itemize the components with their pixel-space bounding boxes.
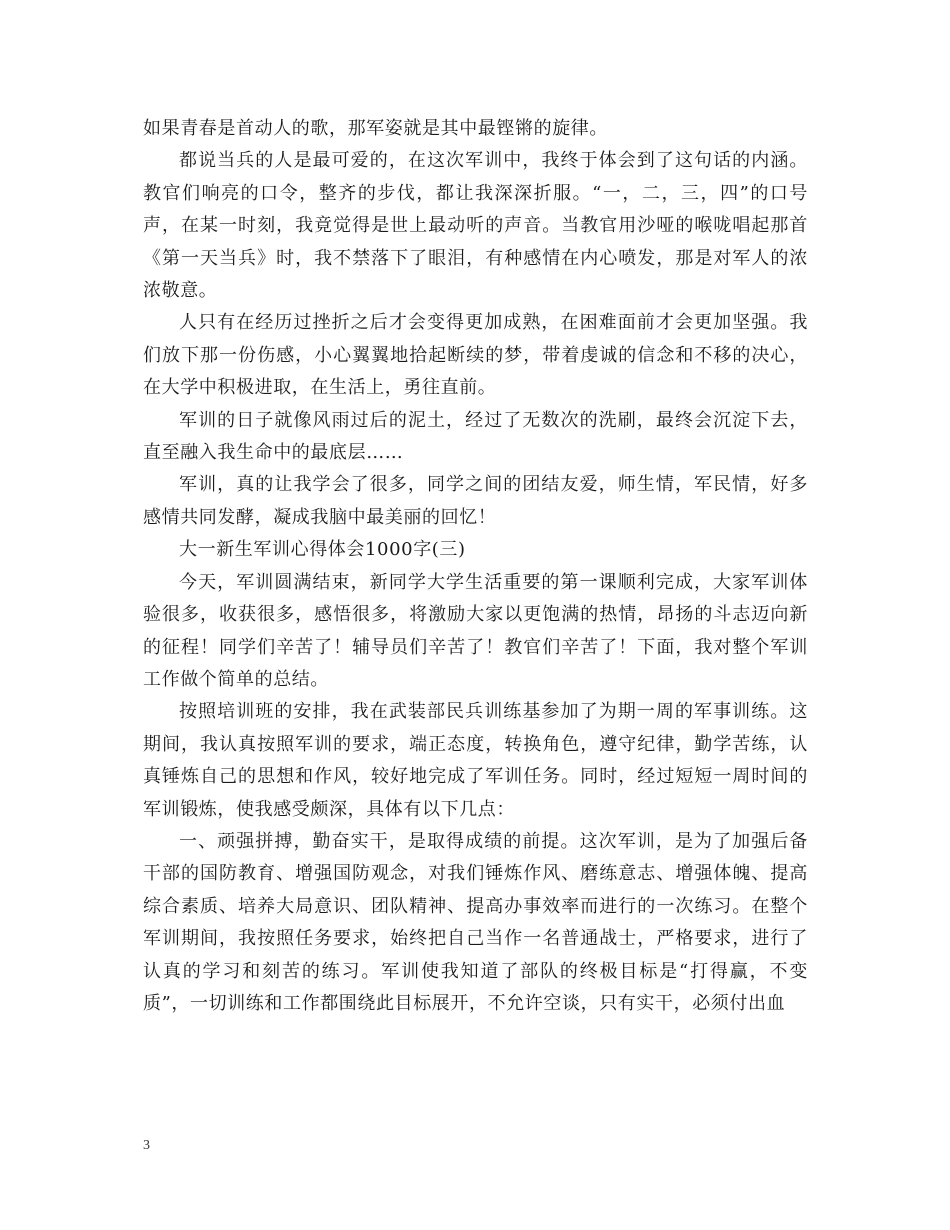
paragraph-3: 人只有在经历过挫折之后才会变得更加成熟，在困难面前才会更加坚强。我们放下那一份伤感，小心翼翼地拾起断续的梦，带着虔诚的信念和不移的决心，在大学中积极进取，在生活上，勇往直前。 <box>143 312 808 399</box>
page-number: 3 <box>143 1138 150 1153</box>
paragraph-5: 军训，真的让我学会了很多，同学之间的团结友爱，师生情，军民情，好多感情共同发酵，凝成我脑中最美丽的回忆！ <box>143 474 808 528</box>
paragraph-2: 都说当兵的人是最可爱的，在这次军训中，我终于体会到了这句话的内涵。教官们响亮的口令，整齐的步伐，都让我深深折服。“一，二，三，四”的口号声，在某一时刻，我竟觉得是世上最动听的声音。当教官用沙哑的喉咙唱起那首《第一天当兵》时，我不禁落下了眼泪，有种感情在内心喷发，那是对军人的浓浓敬意。 <box>143 150 808 302</box>
section-heading: 大一新生军训心得体会1000字(三) <box>179 539 466 561</box>
paragraph-6: 今天，军训圆满结束，新同学大学生活重要的第一课顺利完成，大家军训体验很多，收获很多，感悟很多，将激励大家以更饱满的热情，昂扬的斗志迈向新的征程！同学们辛苦了！辅导员们辛苦了！教官们辛苦了！下面，我对整个军训工作做个简单的总结。 <box>143 571 808 690</box>
paragraph-1: 如果青春是首动人的歌，那军姿就是其中最铿锵的旋律。 <box>143 118 608 139</box>
paragraph-8: 一、顽强拼搏，勤奋实干，是取得成绩的前提。这次军训，是为了加强后备干部的国防教育、增强国防观念，对我们锤炼作风、磨练意志、增强体魄、提高综合素质、培养大局意识、团队精神、提高办事效率而进行的一次练习。在整个军训期间，我按照任务要求，始终把自己当作一名普通战士，严格要求，进行了认真的学习和刻苦的练习。军训使我知道了部队的终极目标是“打得赢，不变质”，一切训练和工作都围绕此目标展开，不允许空谈，只有实干，必须付出血 <box>143 830 808 1014</box>
paragraph-4: 军训的日子就像风雨过后的泥土，经过了无数次的洗刷，最终会沉淀下去，直至融入我生命中的最底层…… <box>143 409 808 464</box>
paragraph-7: 按照培训班的安排，我在武装部民兵训练基参加了为期一周的军事训练。这期间，我认真按照军训的要求，端正态度，转换角色，遵守纪律，勤学苦练，认真锤炼自己的思想和作风，较好地完成了军训任务。同时，经过短短一周时间的军训锻炼，使我感受颇深，具体有以下几点： <box>143 701 808 820</box>
document-body <box>143 113 808 1020</box>
